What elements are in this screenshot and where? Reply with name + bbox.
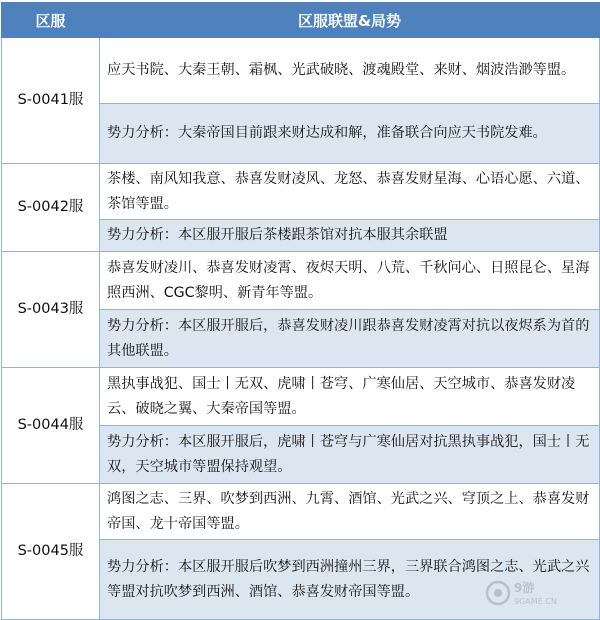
watermark-text: 9游 [514, 581, 535, 595]
table-header-row [2, 3, 600, 38]
analysis-cell: 势力分析：本区服开服后，虎啸丨苍穹与广寒仙居对抗黑执事战犯，国士丨无双，天空城市等盟保持观望。 [100, 426, 600, 484]
table-row [2, 38, 600, 104]
analysis-cell: 势力分析：大秦帝国目前跟来财达成和解，准备联合向应天书院发难。 [100, 104, 600, 164]
header-server: 区服 [2, 3, 100, 38]
server-cell: S-0041服 [2, 38, 100, 164]
server-cell: S-0044服 [2, 368, 100, 484]
alliances-cell: 黑执事战犯、国士丨无双、虎啸丨苍穹、广寒仙居、天空城市、恭喜发财凌云、破晓之翼、大秦帝国等盟。 [100, 368, 600, 426]
analysis-cell: 势力分析：本区服开服后，恭喜发财凌川跟恭喜发财凌霄对抗以夜烬系为首的其他联盟。 [100, 310, 600, 368]
alliances-cell: 恭喜发财凌川、恭喜发财凌霄、夜烬天明、八荒、千秋问心、日照昆仑、星海照西洲、CGC黎明、新青年等盟。 [100, 252, 600, 310]
server-cell: S-0042服 [2, 164, 100, 252]
server-cell: S-0043服 [2, 252, 100, 368]
watermark-logo [484, 578, 594, 608]
table-row [2, 252, 600, 310]
analysis-cell: 势力分析：本区服开服后吹梦到西洲撞州三界，三界联合鸿图之志、光武之兴等盟对抗吹梦到西洲、酒馆、恭喜发财帝国等盟。 [100, 540, 600, 620]
watermark-dot-icon [494, 589, 502, 597]
table-row [2, 484, 600, 540]
alliances-cell: 鸿图之志、三界、吹梦到西洲、九霄、酒馆、光武之兴、穹顶之上、恭喜发财帝国、龙十帝国等盟。 [100, 484, 600, 540]
table-row [2, 164, 600, 220]
header-alliances: 区服联盟&局势 [100, 3, 600, 38]
alliances-cell: 茶楼、南风知我意、恭喜发财凌风、龙怒、恭喜发财星海、心语心愿、六道、茶馆等盟。 [100, 164, 600, 220]
analysis-cell: 势力分析：本区服开服后茶楼跟茶馆对抗本服其余联盟 [100, 220, 600, 252]
alliances-cell: 应天书院、大秦王朝、霜枫、光武破晓、渡魂殿堂、来财、烟波浩渺等盟。 [100, 38, 600, 104]
table-row [2, 368, 600, 426]
server-alliance-table [1, 2, 600, 620]
server-cell: S-0045服 [2, 484, 100, 620]
watermark-subtext: 9GAME.CN [514, 597, 557, 606]
